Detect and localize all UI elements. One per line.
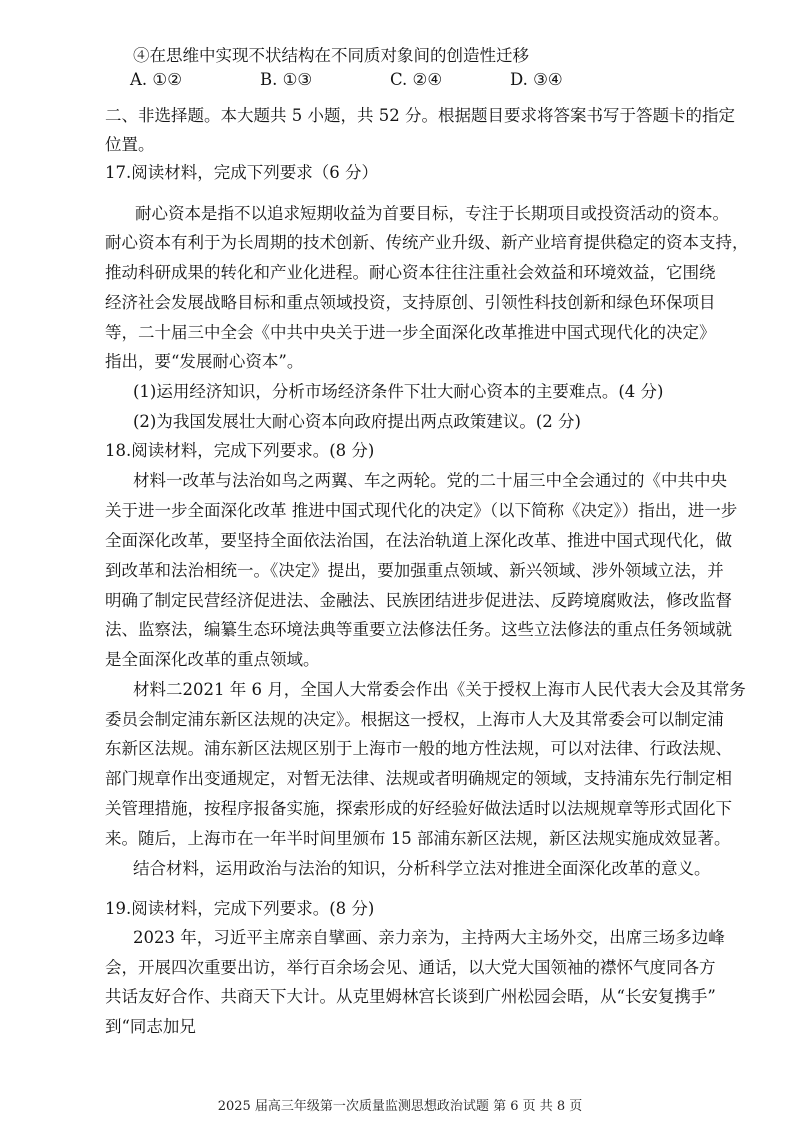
q17-material-line: 耐心资本是指不以追求短期收益为首要目标，专注于长期项目或投资活动的资本。	[135, 204, 729, 223]
q19-material-line: 会，开展四次重要出访，举行百余场会见、通话，以大党大国领袖的襟怀气度同各方	[105, 958, 716, 977]
q17-material-line: 指出，要“发展耐心资本”。	[105, 352, 304, 371]
q19-heading: 19.阅读材料，完成下列要求。(8 分)	[105, 899, 375, 918]
q18-task: 结合材料，运用政治与法治的知识，分析科学立法对推进全面深化改革的意义。	[133, 859, 711, 878]
q17-sub-question-1: (1)运用经济知识，分析市场经济条件下壮大耐心资本的主要难点。(4 分)	[133, 382, 664, 401]
q18-material1-line: 法、监察法，编纂生态环境法典等重要立法修法任务。这些立法修法的重点任务领域就	[105, 620, 732, 639]
q18-material2-line: 关管理措施，按程序报备实施，探索形成的好经验好做法适时以法规规章等形式固化下	[105, 799, 732, 818]
section-2-heading-line1: 二、非选择题。本大题共 5 小题，共 52 分。根据题目要求将答案书写于答题卡的指定	[105, 106, 735, 125]
q18-material1-line: 关于进一步全面深化改革 推进中国式现代化的决定》（以下简称《决定》）指出，进一步	[105, 501, 738, 520]
q17-material-line: 耐心资本有利于为长周期的技术创新、传统产业升级、新产业培育提供稳定的资本支持，	[105, 233, 749, 252]
q18-material1-line: 到改革和法治相统一。《决定》提出，要加强重点领域、新兴领域、涉外领域立法，并	[105, 561, 724, 580]
q18-material1-line: 材料一改革与法治如鸟之两翼、车之两轮。党的二十届三中全会通过的《中共中央	[133, 471, 727, 490]
q17-sub-question-2: (2)为我国发展壮大耐心资本向政府提出两点政策建议。(2 分)	[133, 412, 581, 431]
q19-material-line: 到“同志加兄	[105, 1017, 196, 1036]
q18-material2-line: 东新区法规。浦东新区法规区别于上海市一般的地方性法规，可以对法律、行政法规、	[105, 739, 732, 758]
q16-options	[130, 70, 650, 94]
q18-heading: 18.阅读材料，完成下列要求。(8 分)	[105, 441, 375, 460]
q19-material-line: 2023 年，习近平主席亲自擘画、亲力亲为，主持两大主场外交，出席三场多边峰	[133, 928, 725, 947]
q18-material2-line: 来。随后，上海市在一年半时间里颁布 15 部浦东新区法规，新区法规实施成效显著。	[105, 829, 731, 848]
q18-material1-line: 是全面深化改革的重点领域。	[105, 650, 320, 669]
q17-material-line: 推动科研成果的转化和产业化进程。耐心资本往往注重社会效益和环境效益，它围绕	[105, 263, 716, 282]
q18-material2-line: 部门规章作出变通规定，对暂无法律、法规或者明确规定的领域，支持浦东先行制定相	[105, 769, 732, 788]
q18-material1-line: 全面深化改革，要坚持全面依法治国，在法治轨道上深化改革、推进中国式现代化，做	[105, 531, 732, 550]
page-footer: 2025 届高三年级第一次质量监测思想政治试题 第 6 页 共 8 页	[217, 1099, 583, 1114]
q19-material-line: 共话友好合作、共商天下大计。从克里姆林宫长谈到广州松园会晤，从“长安复携手”	[105, 987, 716, 1006]
q17-heading: 17.阅读材料，完成下列要求（6 分）	[105, 163, 378, 182]
option-a: A. ①②	[130, 70, 182, 89]
option-d: D. ③④	[510, 70, 563, 89]
q17-material-line: 经济社会发展战略目标和重点领域投资，支持原创、引领性科技创新和绿色环保项目	[105, 293, 716, 312]
section-2-heading-line2: 位置。	[105, 135, 155, 154]
q18-material2-line: 材料二2021 年 6 月，全国人大常委会作出《关于授权上海市人民代表大会及其常务	[133, 680, 746, 699]
q18-material2-line: 委员会制定浦东新区法规的决定》。根据这一授权，上海市人大及其常委会可以制定浦	[105, 710, 724, 729]
q17-material-line: 等，二十届三中全会《中共中央关于进一步全面深化改革推进中国式现代化的决定》	[105, 323, 716, 342]
q16-item-4: ④在思维中实现不状结构在不同质对象间的创造性迁移	[133, 46, 529, 65]
option-c: C. ②④	[390, 70, 443, 89]
option-b: B. ①③	[260, 70, 313, 89]
q18-material1-line: 明确了制定民营经济促进法、金融法、民族团结进步促进法、反跨境腐败法，修改监督	[105, 591, 732, 610]
